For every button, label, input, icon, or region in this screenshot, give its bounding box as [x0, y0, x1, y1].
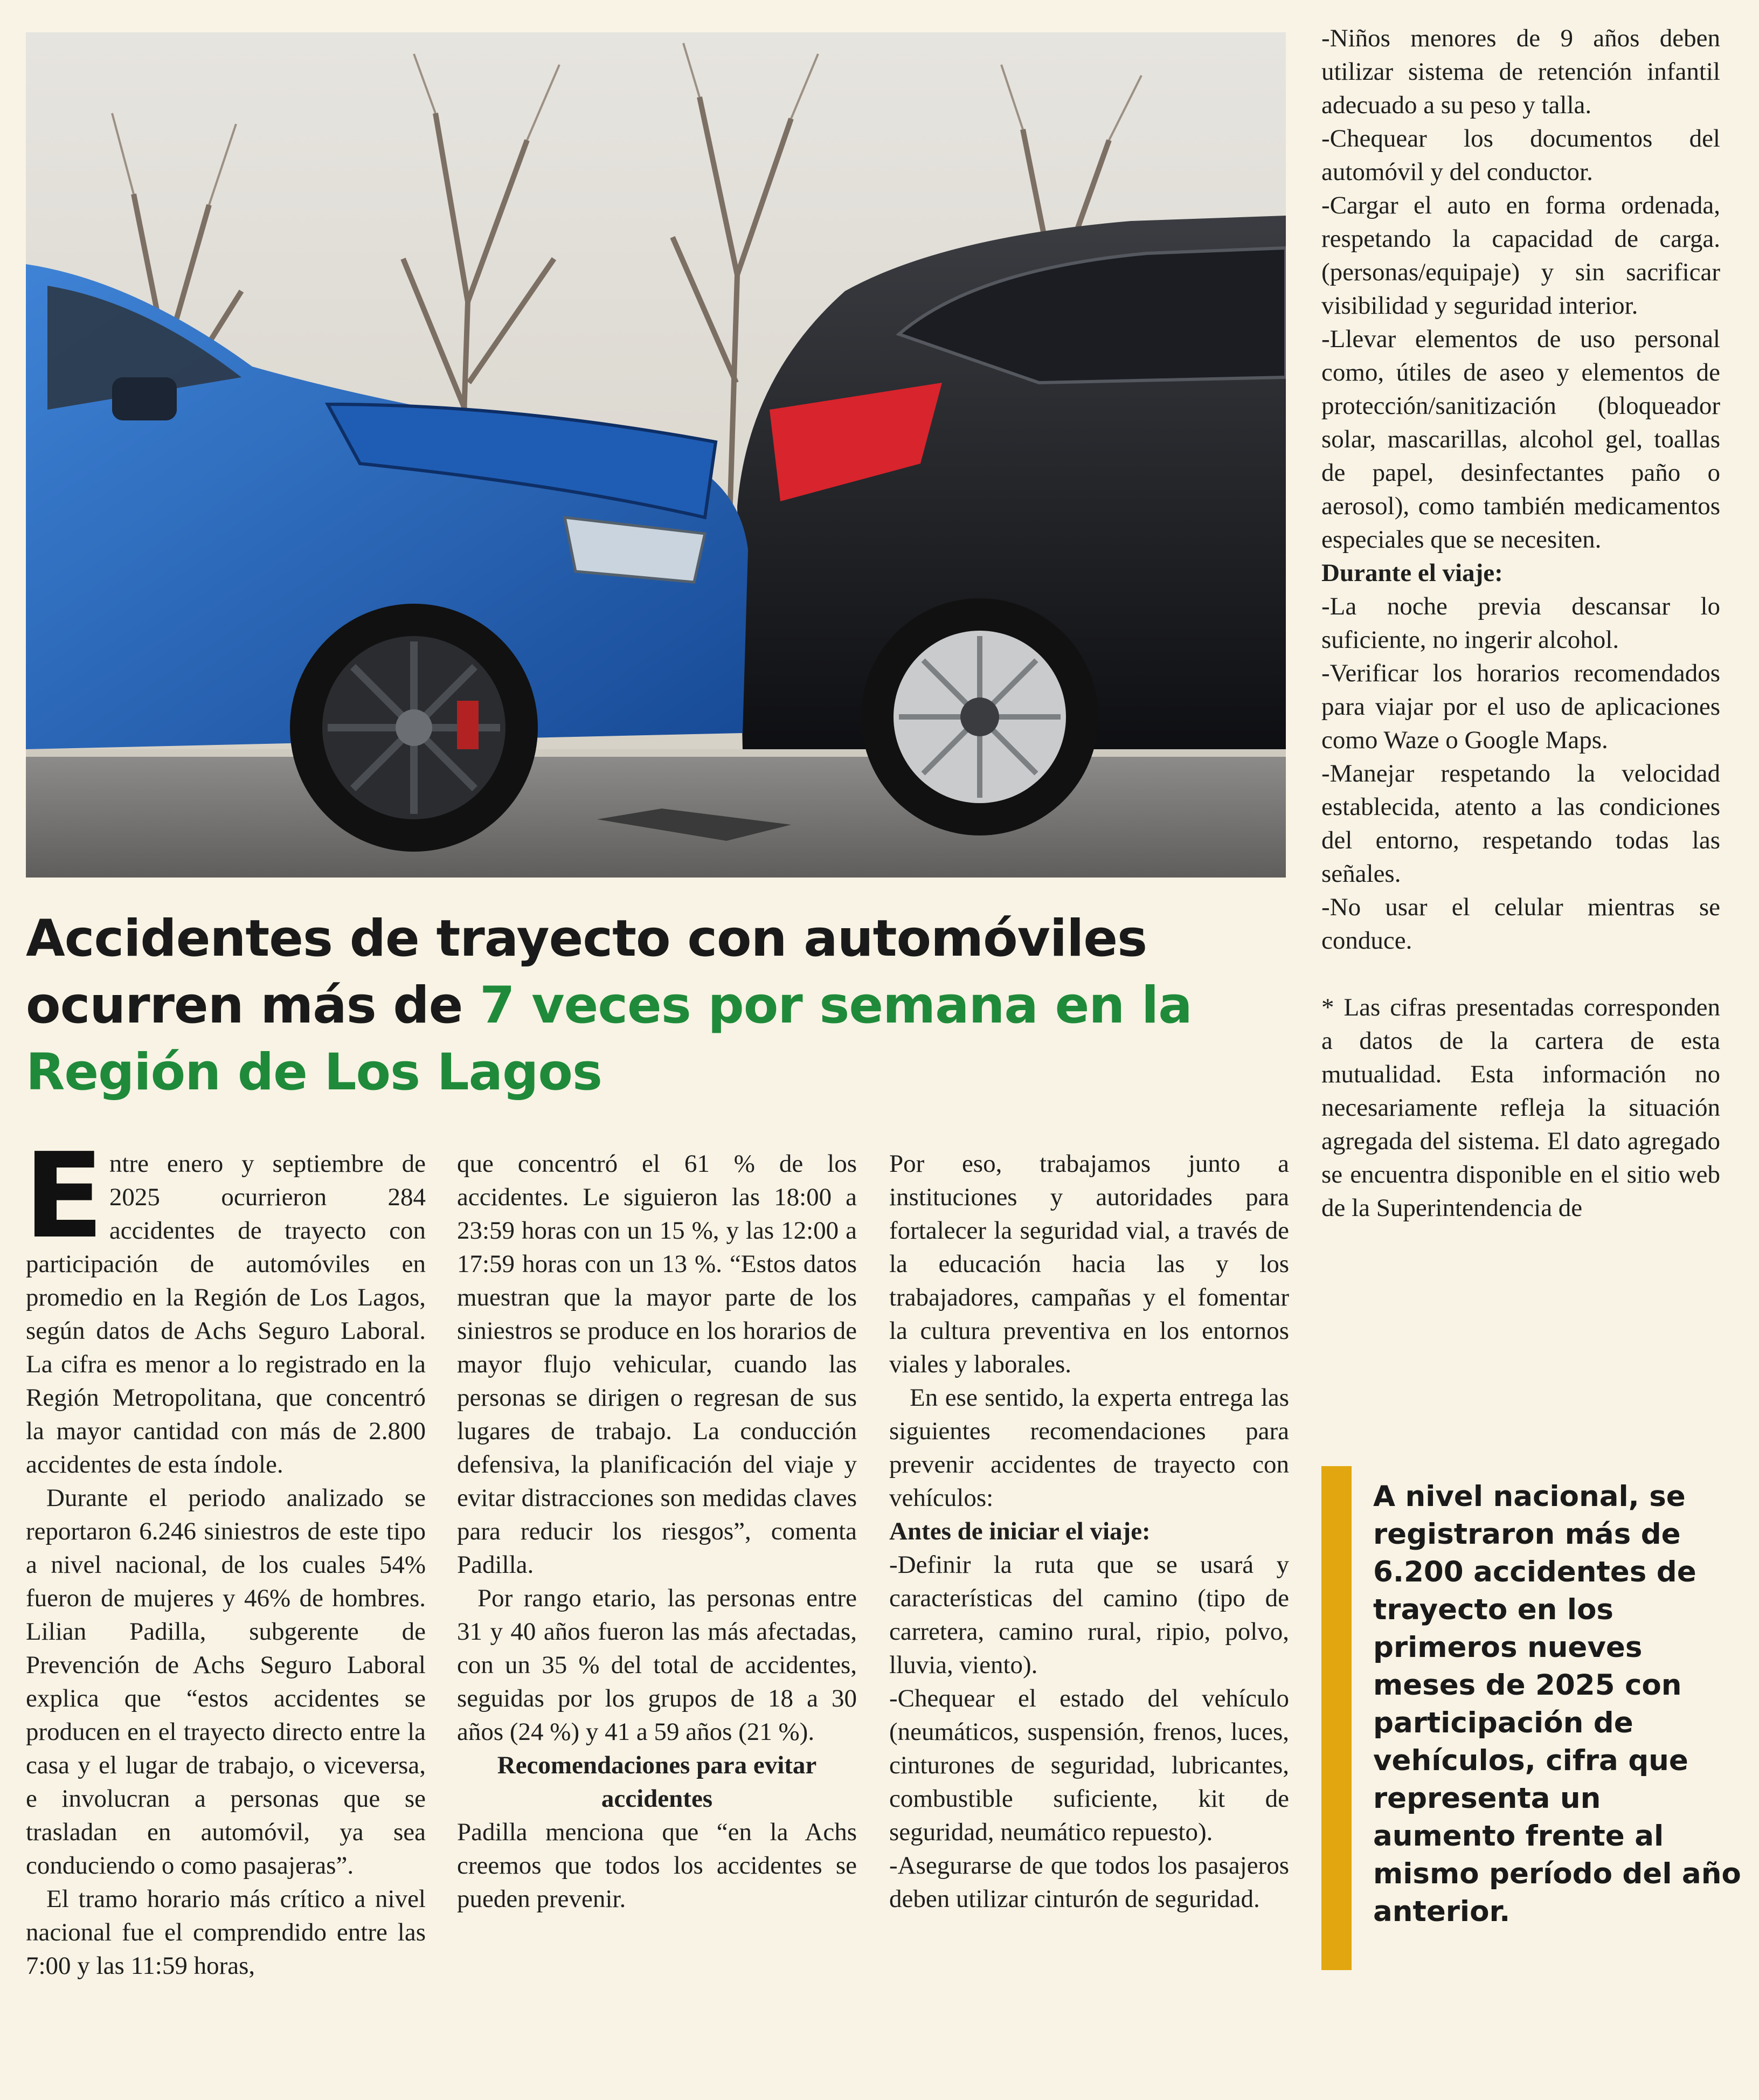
article-paragraph: Por rango etario, las personas entre 31 y 40 años fueron las más afectadas, con un 35 % del total de accidentes, seguidas por los grupos de 18 a 30 años (24 %) y 41 a 59 años (21 %). — [457, 1584, 857, 1746]
headline — [26, 906, 1282, 1106]
list-item: -Definir la ruta que se usará y características del camino (tipo de carretera, camino rural, ripio, polvo, lluvia, viento). — [889, 1551, 1289, 1679]
article-column-2 — [457, 1147, 857, 1916]
car-collision-photo — [26, 32, 1286, 878]
section-subheading: Durante el viaje: — [1321, 559, 1503, 587]
article-column-1 — [24, 1128, 426, 1982]
list-item: -Chequear los documentos del automóvil y del conductor. — [1321, 125, 1720, 186]
list-item: -Manejar respetando la velocidad establecida, atento a las condiciones del entorno, respetando todas las señales. — [1321, 759, 1720, 888]
list-item: -No usar el celular mientras se conduce. — [1321, 893, 1720, 955]
section-subheading: Recomendaciones para evitar accidentes — [497, 1751, 817, 1813]
callout-box — [1321, 1466, 1758, 1970]
list-item: -La noche previa descansar lo suficiente, no ingerir alcohol. — [1321, 592, 1720, 654]
article-paragraph — [24, 1128, 426, 1481]
list-item: -Verificar los horarios recomendados para viajar por el uso de aplicaciones como Waze o Google Maps. — [1321, 659, 1720, 754]
headline-text: Accidentes de trayecto con automóviles ocurren más de — [26, 909, 1147, 1035]
callout-text: A nivel nacional, se registraron más de 6.200 accidentes de trayecto en los primeros nueves meses de 2025 con participación de vehículos, cifra que representa un aumento frente al mismo período del año anterior. — [1373, 1480, 1741, 1928]
list-item: -Cargar el auto en forma ordenada, respetando la capacidad de carga. (personas/equipaje) y sin sacrificar visibilidad y seguridad interior. — [1321, 191, 1720, 320]
article-column-3 — [889, 1147, 1289, 1916]
article-column-4 — [1321, 22, 1720, 1225]
article-paragraph: Durante el periodo analizado se reportaron 6.246 siniestros de este tipo a nivel nacional, de los cuales 54% fueron de mujeres y 46% de hombres. Lilian Padilla, subgerente de Prevención de Achs Seguro Laboral explica que “estos accidentes se producen en el trayecto directo entre la casa y el lugar de trabajo, o viceversa, e involucran a personas que se trasladan en automóvil, ya sea conduciendo o como pasajeras”. — [26, 1484, 426, 1880]
article-paragraph: Por eso, trabajamos junto a instituciones y autoridades para fortalecer la seguridad vial, a través de la educación hacia las y los trabajadores, campañas y el fomentar la cultura preventiva en los entornos viales y laborales. — [889, 1150, 1289, 1378]
article-paragraph: El tramo horario más crítico a nivel nacional fue el comprendido entre las 7:00 y las 11:59 horas, — [26, 1885, 426, 1980]
drop-cap: E — [24, 1128, 104, 1265]
paragraph-text: ntre enero y septiembre de 2025 ocurrieron 284 accidentes de trayecto con participación de automóviles en promedio en la Región de Los Lagos, según datos de Achs Seguro Laboral. La cifra es menor a lo registrado en la Región Metropolitana, que concentró la mayor cantidad con más de 2.800 accidentes de esta índole. — [26, 1150, 426, 1479]
car-collision-illustration — [26, 32, 1286, 878]
article-paragraph: En ese sentido, la experta entrega las siguientes recomendaciones para prevenir accidentes de trayecto con vehículos: — [889, 1384, 1289, 1512]
list-item: -Asegurarse de que todos los pasajeros deben utilizar cinturón de seguridad. — [889, 1852, 1289, 1913]
list-item: -Niños menores de 9 años deben utilizar sistema de retención infantil adecuado a su peso y talla. — [1321, 24, 1720, 119]
article-paragraph: Padilla menciona que “en la Achs creemos que todos los accidentes se pueden prevenir. — [457, 1818, 857, 1913]
list-item: -Chequear el estado del vehículo (neumáticos, suspensión, frenos, luces, cinturones de seguridad, lubricantes, combustible suficiente, kit de seguridad, neumático repuesto). — [889, 1684, 1289, 1846]
section-subheading: Antes de iniciar el viaje: — [889, 1517, 1151, 1545]
article-paragraph: que concentró el 61 % de los accidentes. Le siguieron las 18:00 a 23:59 horas con un 15 %, y las 12:00 a 17:59 horas con un 13 %. “Estos datos muestran que la mayor parte de los siniestros se produce en los horarios de mayor flujo vehicular, cuando las personas se dirigen o regresan de sus lugares de trabajo. La conducción defensiva, la planificación del viaje y evitar distracciones son medidas claves para reducir los riesgos”, comenta Padilla. — [457, 1150, 857, 1579]
list-item: -Llevar elementos de uso personal como, útiles de aseo y elementos de protección/sanitización (bloqueador solar, mascarillas, alcohol gel, toallas de papel, desinfectantes paño o aerosol), como también medicamentos especiales que se necesiten. — [1321, 325, 1720, 554]
footnote: * Las cifras presentadas corresponden a datos de la cartera de esta mutualidad. Esta información no necesariamente refleja la situación agregada del sistema. El dato agregado se encuentra disponible en el sitio web de la Superintendencia de — [1321, 993, 1720, 1222]
callout-accent-bar — [1321, 1466, 1352, 1970]
headline-highlight: 7 veces por semana en la Región de Los Lagos — [26, 976, 1192, 1102]
spacer — [1321, 957, 1720, 991]
